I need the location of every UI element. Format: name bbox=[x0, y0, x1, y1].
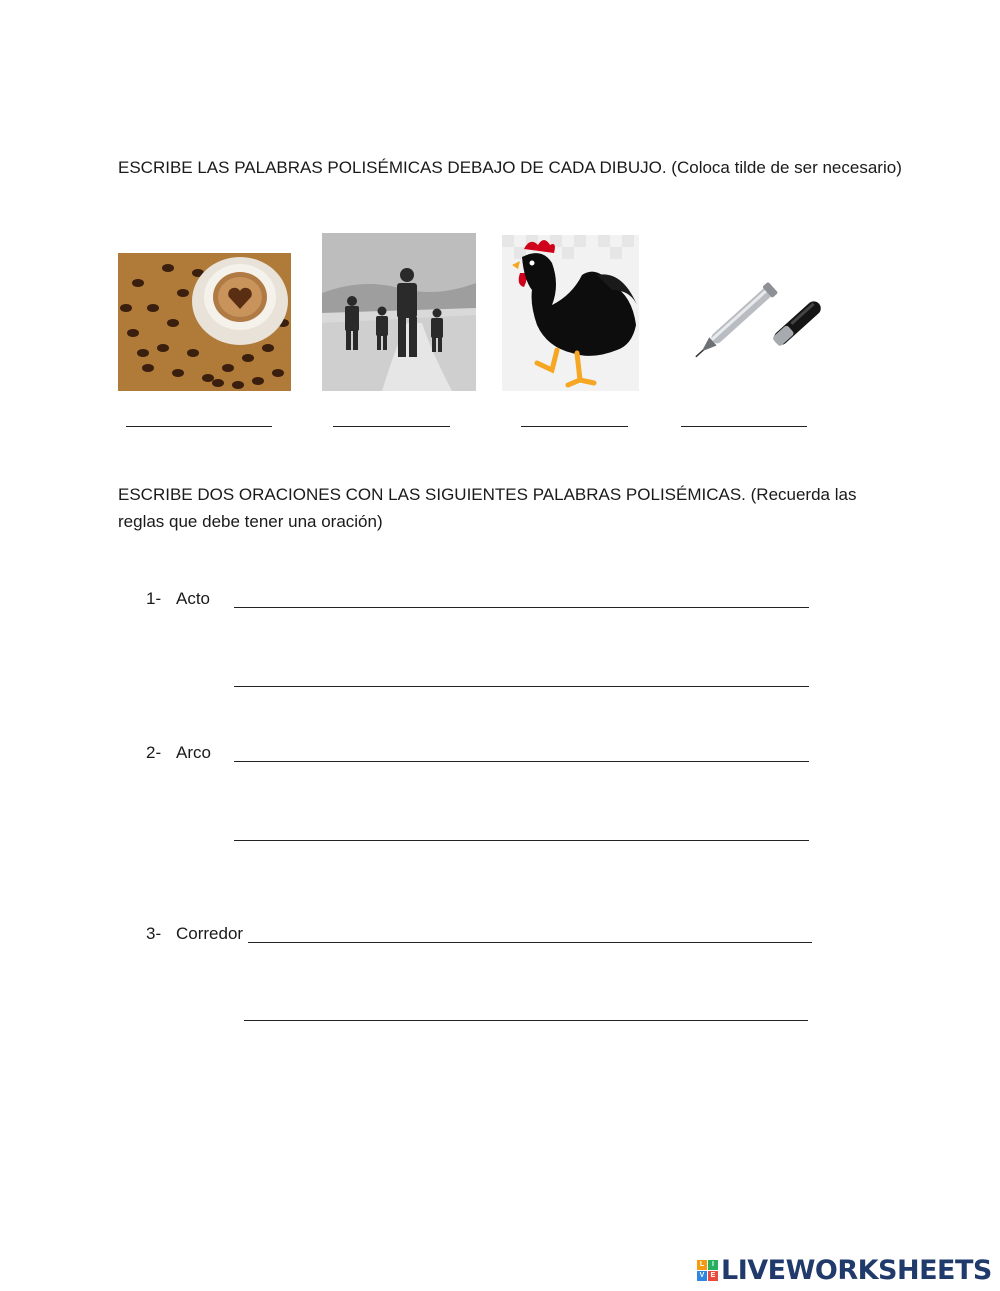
fountain-pen-icon bbox=[688, 255, 830, 367]
sentence-line[interactable] bbox=[234, 607, 809, 608]
sentence-line[interactable] bbox=[244, 1020, 808, 1021]
answer-blank-coffee[interactable] bbox=[126, 426, 272, 427]
logo-block: E bbox=[708, 1271, 718, 1281]
brand-name: LIVEWORKSHEETS bbox=[721, 1255, 992, 1286]
logo-blocks-icon bbox=[697, 1260, 718, 1281]
item-word-acto: Acto bbox=[176, 589, 211, 608]
item-word-corredor: Corredor bbox=[176, 924, 244, 943]
soldiers-icon bbox=[322, 233, 476, 391]
answer-blank-pen[interactable] bbox=[681, 426, 807, 427]
rooster-icon bbox=[502, 235, 639, 391]
answer-blank-rooster[interactable] bbox=[521, 426, 628, 427]
item-number: 2- bbox=[146, 743, 162, 762]
answer-blank-soldiers[interactable] bbox=[333, 426, 450, 427]
logo-block: V bbox=[697, 1271, 707, 1281]
sentence-line[interactable] bbox=[234, 840, 809, 841]
section2-instruction: ESCRIBE DOS ORACIONES CON LAS SIGUIENTES PALABRAS POLISÉMICAS. (Recuerda las reglas que debe tener una oración) bbox=[118, 485, 857, 531]
item-number: 1- bbox=[146, 589, 162, 608]
item-word-arco: Arco bbox=[176, 743, 211, 762]
item-number: 3- bbox=[146, 924, 162, 943]
sentence-line[interactable] bbox=[248, 942, 812, 943]
logo-block: L bbox=[697, 1260, 707, 1270]
liveworksheets-logo bbox=[697, 1255, 992, 1286]
sentence-line[interactable] bbox=[234, 761, 809, 762]
logo-block: I bbox=[708, 1260, 718, 1270]
coffee-cup-icon bbox=[118, 253, 291, 391]
sentence-line[interactable] bbox=[234, 686, 809, 687]
section1-instruction: ESCRIBE LAS PALABRAS POLISÉMICAS DEBAJO DE CADA DIBUJO. (Coloca tilde de ser necesario) bbox=[118, 158, 902, 177]
